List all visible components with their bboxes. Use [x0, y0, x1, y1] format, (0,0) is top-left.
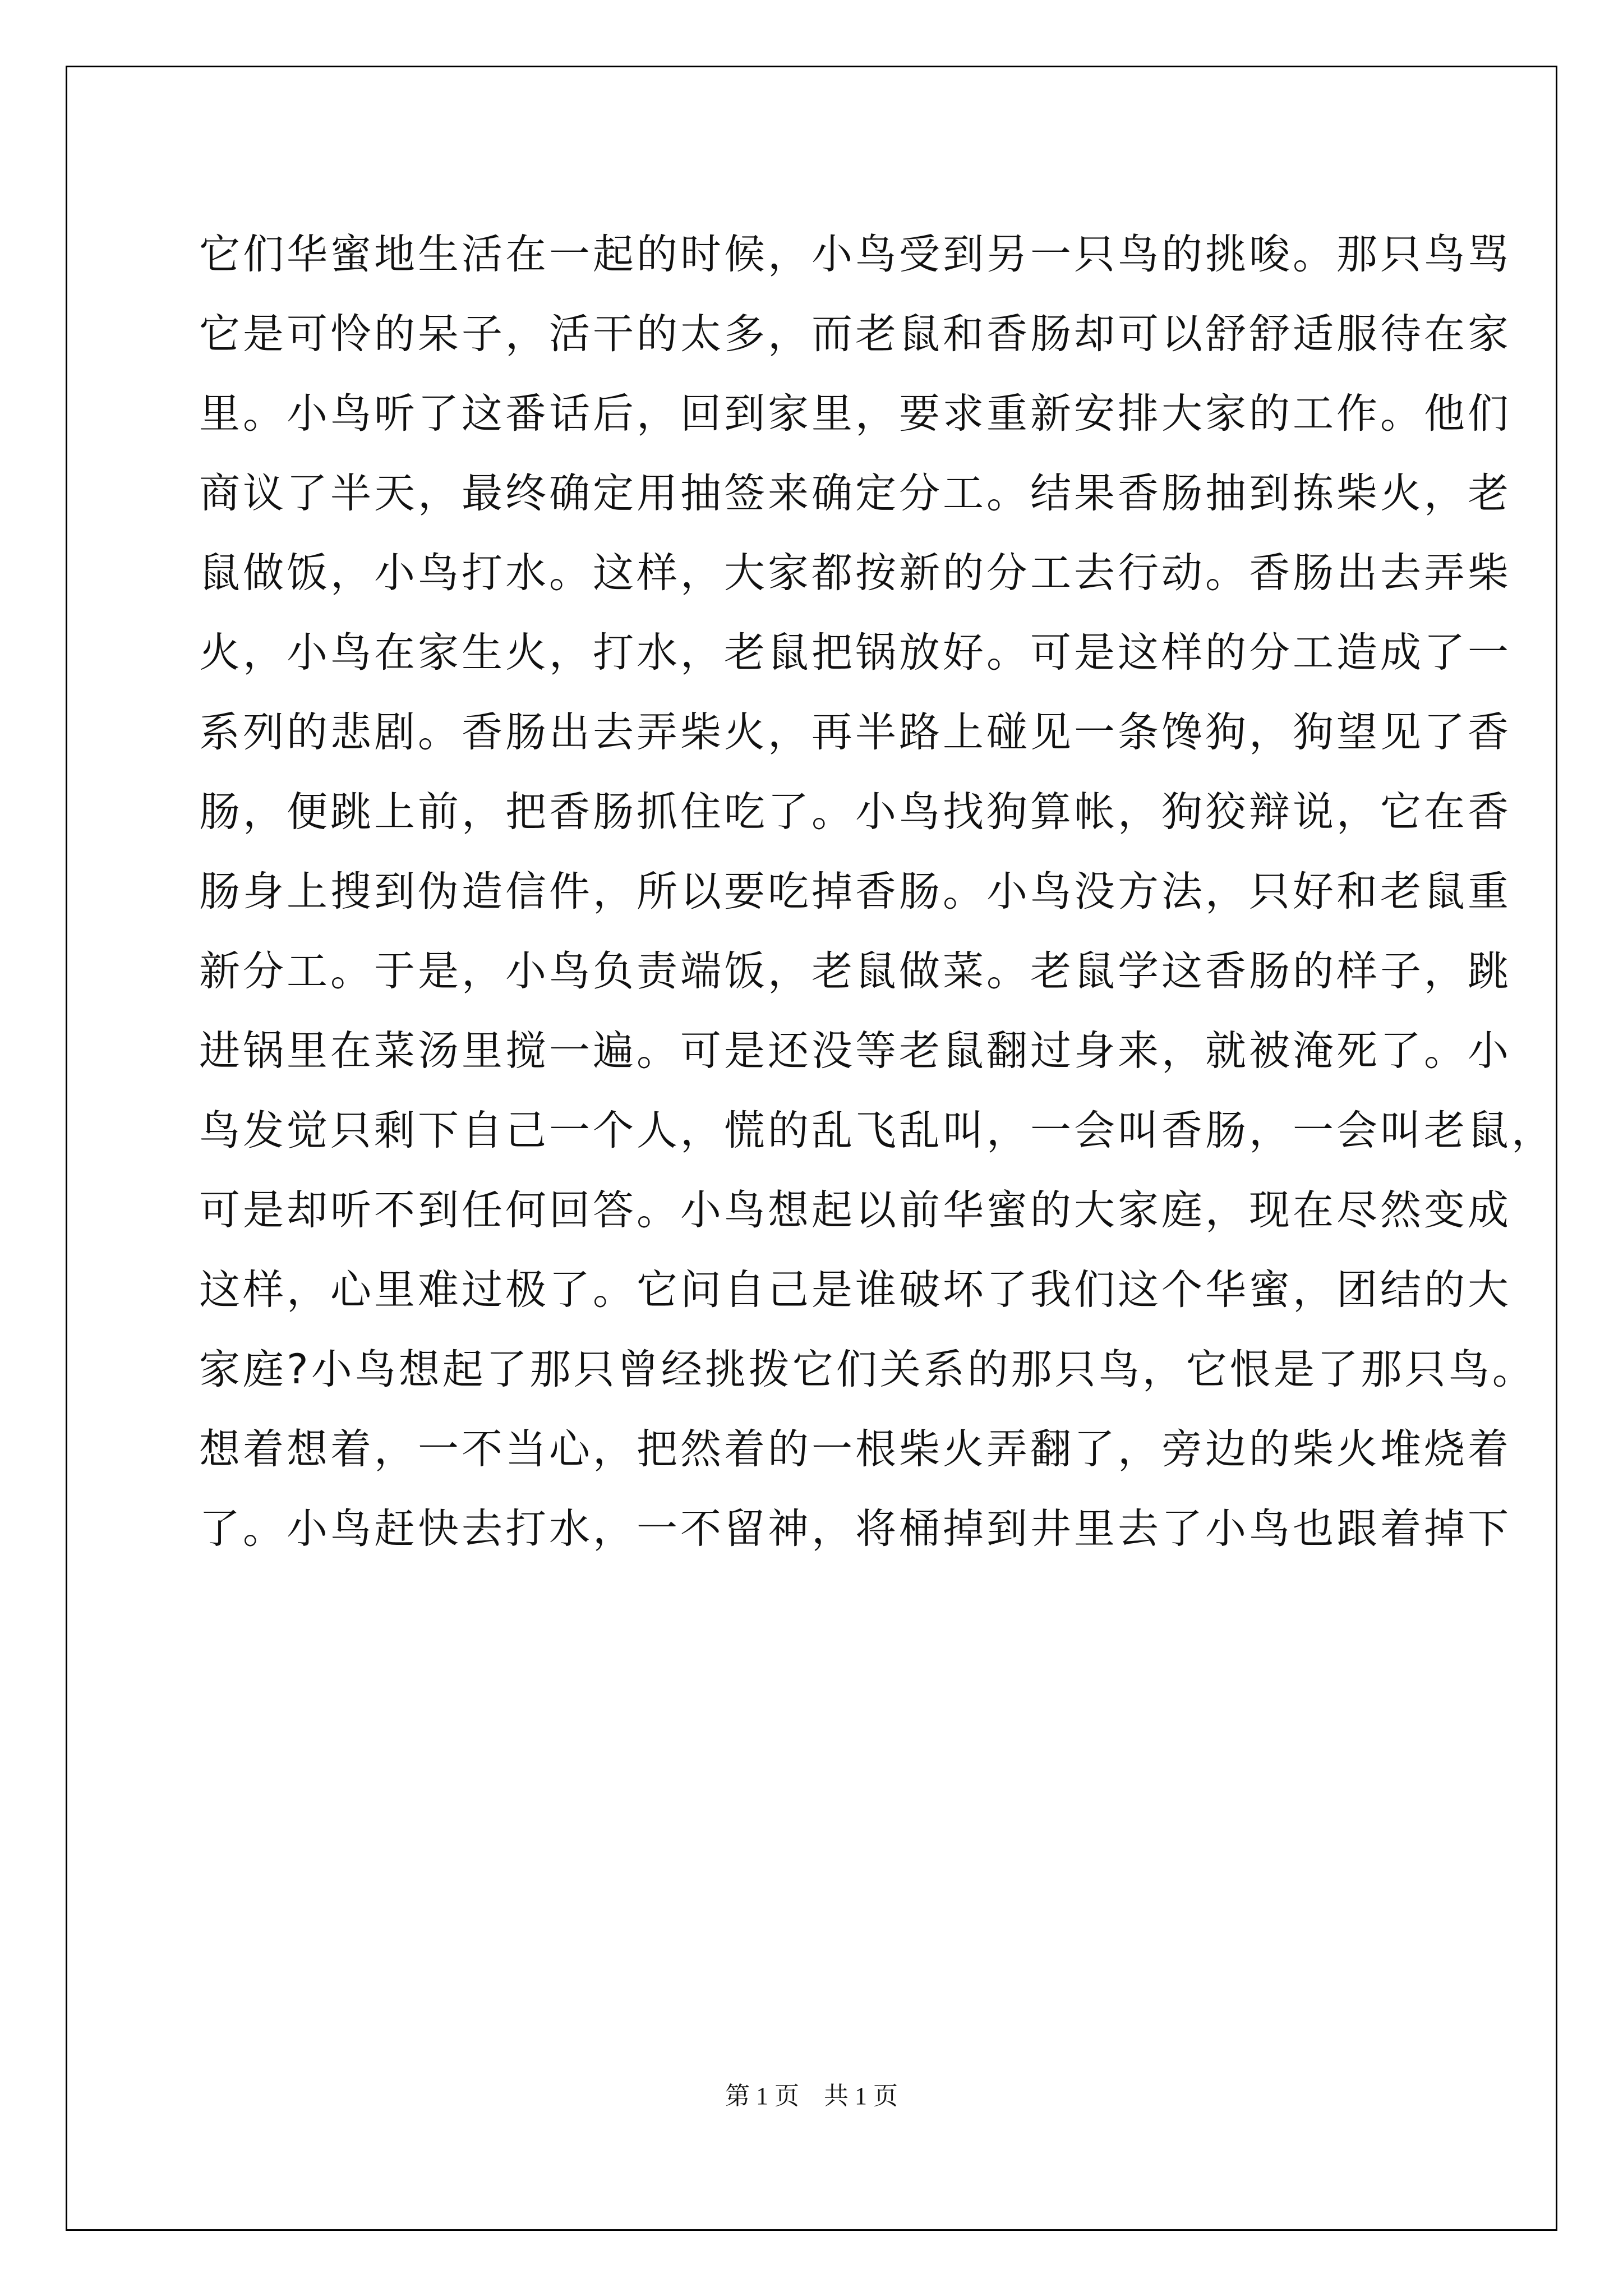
- text-line: 这样，心里难过极了。它问自己是谁破坏了我们这个华蜜，团结的大: [199, 1266, 1511, 1314]
- text-line: 想着想着，一不当心，把然着的一根柴火弄翻了，旁边的柴火堆烧着: [199, 1425, 1511, 1473]
- text-line: 里。小鸟听了这番话后，回到家里，要求重新安排大家的工作。他们: [199, 390, 1511, 438]
- text-line: 它们华蜜地生活在一起的时候，小鸟受到另一只鸟的挑唆。那只鸟骂: [199, 231, 1511, 278]
- text-line: 商议了半天，最终确定用抽签来确定分工。结果香肠抽到拣柴火，老: [199, 470, 1511, 517]
- text-line: 火，小鸟在家生火，打水，老鼠把锅放好。可是这样的分工造成了一: [199, 629, 1511, 677]
- text-line: 鼠做饭，小鸟打水。这样，大家都按新的分工去行动。香肠出去弄柴: [199, 549, 1511, 597]
- text-line: 了。小鸟赶快去打水，一不留神，将桶掉到井里去了小鸟也跟着掉下: [199, 1505, 1511, 1553]
- text-line: 它是可怜的呆子，活干的太多，而老鼠和香肠却可以舒舒适服待在家: [199, 310, 1511, 358]
- text-line: 家庭?小鸟想起了那只曾经挑拨它们关系的那只鸟，它恨是了那只鸟。: [199, 1346, 1536, 1393]
- document-body: [199, 215, 1555, 1569]
- text-line: 可是却听不到任何回答。小鸟想起以前华蜜的大家庭，现在尽然变成: [199, 1186, 1511, 1234]
- text-line: 进锅里在菜汤里搅一遍。可是还没等老鼠翻过身来，就被淹死了。小: [199, 1027, 1511, 1075]
- text-line: 肠身上搜到伪造信件，所以要吃掉香肠。小鸟没方法，只好和老鼠重: [199, 868, 1511, 915]
- text-line: 肠，便跳上前，把香肠抓住吃了。小鸟找狗算帐，狗狡辩说，它在香: [199, 788, 1511, 836]
- text-line: 系列的悲剧。香肠出去弄柴火，再半路上碰见一条馋狗，狗望见了香: [199, 708, 1511, 756]
- text-line: 新分工。于是，小鸟负责端饭，老鼠做菜。老鼠学这香肠的样子，跳: [199, 947, 1511, 995]
- page-number-footer: 第 1 页 共 1 页: [725, 2082, 898, 2110]
- text-line: 鸟发觉只剩下自己一个人，慌的乱飞乱叫，一会叫香肠，一会叫老鼠，: [199, 1107, 1555, 1154]
